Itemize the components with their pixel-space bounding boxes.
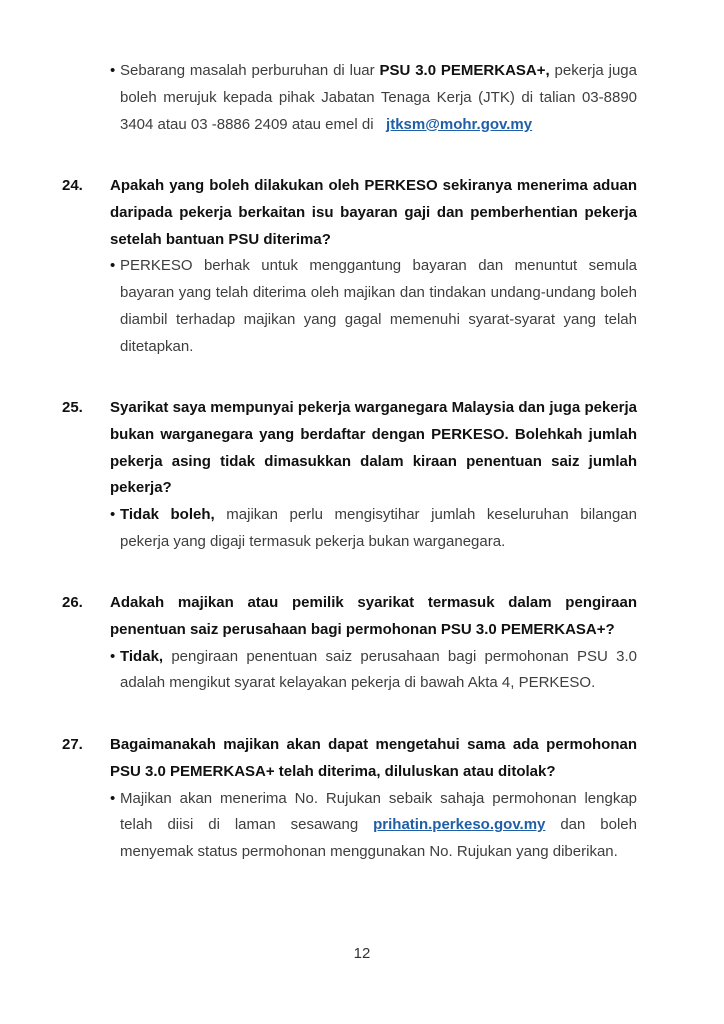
question-text: Syarikat saya mempunyai pekerja warganegara Malaysia dan juga pekerja bukan warganegara yang berdaftar dengan PERKESO. Bolehkah jumlah pekerja asing tidak dimasukkan dalam kiraan penentuan saiz jumlah pekerja?: [110, 399, 637, 497]
intro-block: [62, 58, 637, 138]
bullet-icon: •: [110, 506, 116, 524]
answer: • Majikan akan menerima No. Rujukan sebaik sahaja permohonan lengkap telah diisi di laman sesawang prihatin.perkeso.gov.my dan boleh menyemak status permohonan menggunakan No. Rujukan yang diberikan.: [110, 786, 637, 866]
bullet-icon: •: [110, 257, 116, 275]
bullet-icon: •: [110, 647, 116, 665]
email-link[interactable]: jtksm@mohr.gov.my: [386, 115, 533, 133]
question-number: 26.: [62, 594, 83, 611]
question-text: Apakah yang boleh dilakukan oleh PERKESO sekiranya menerima aduan daripada pekerja berkaitan isu bayaran gaji dan pemberhentian pekerja setelah bantuan PSU diterima?: [110, 177, 637, 248]
faq-item-26: [62, 590, 637, 697]
question-number: 24.: [62, 177, 83, 194]
website-link[interactable]: prihatin.perkeso.gov.my: [373, 816, 546, 834]
answer: • Tidak boleh, majikan perlu mengisytihar jumlah keseluruhan bilangan pekerja yang digaji termasuk pekerja bukan warganegara.: [110, 502, 637, 556]
question-text: Adakah majikan atau pemilik syarikat termasuk dalam pengiraan penentuan saiz perusahaan bagi permohonan PSU 3.0 PEMERKASA+?: [110, 594, 637, 638]
answer: • PERKESO berhak untuk menggantung bayaran dan menuntut semula bayaran yang telah diterima oleh majikan dan tindakan undang-undang boleh diambil terhadap majikan yang gagal memenuhi syarat-syarat yang telah ditetapkan.: [110, 253, 637, 360]
question-number: 27.: [62, 736, 83, 753]
answer: • Tidak, pengiraan penentuan saiz perusahaan bagi permohonan PSU 3.0 adalah mengikut syarat kelayakan pekerja di bawah Akta 4, PERKESO.: [110, 644, 637, 698]
intro-answer: • Sebarang masalah perburuhan di luar PSU 3.0 PEMERKASA+, pekerja juga boleh merujuk kepada pihak Jabatan Tenaga Kerja (JTK) di talian 03-8890 3404 atau 03 -8886 2409 atau emel di jtksm@mohr.gov.my: [110, 58, 637, 138]
bullet-icon: •: [110, 62, 116, 79]
faq-item-24: [62, 173, 637, 361]
question-text: Bagaimanakah majikan akan dapat mengetahui sama ada permohonan PSU 3.0 PEMERKASA+ telah diterima, diluluskan atau ditolak?: [110, 736, 637, 780]
bullet-icon: •: [110, 789, 116, 807]
faq-item-25: [62, 395, 637, 556]
page-number: 12: [353, 945, 371, 962]
question-number: 25.: [62, 399, 83, 416]
faq-item-27: [62, 732, 637, 866]
